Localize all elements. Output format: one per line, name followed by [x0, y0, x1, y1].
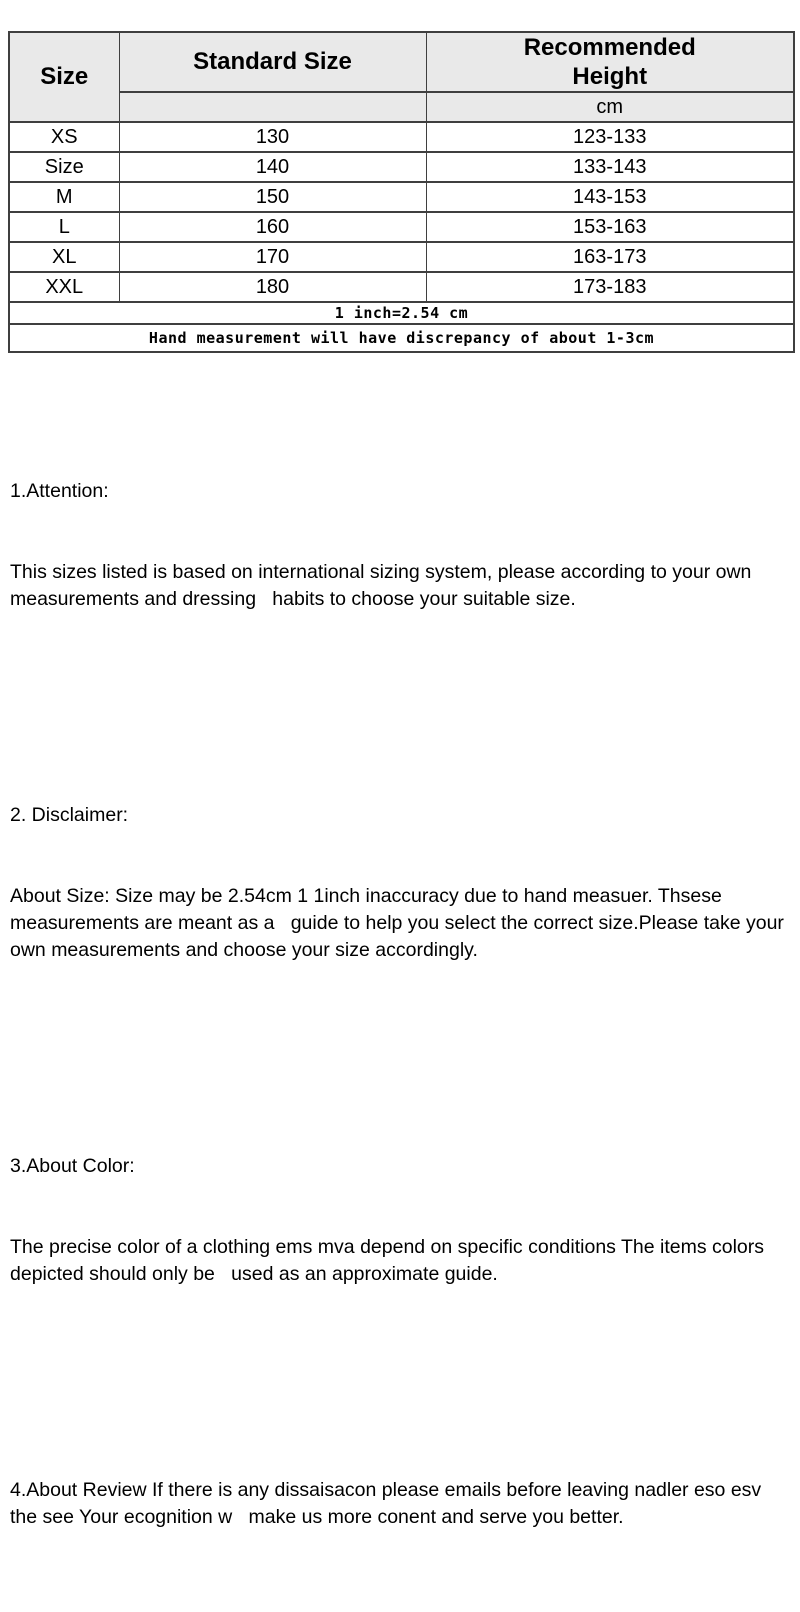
table-row-xxl — [9, 272, 794, 302]
standard-size-unit-cell — [119, 92, 426, 122]
height-cell: 163-173 — [426, 242, 794, 272]
table-row-s — [9, 152, 794, 182]
height-cell: 133-143 — [426, 152, 794, 182]
height-cell: 173-183 — [426, 272, 794, 302]
note-about-color-heading: 3.About Color: — [10, 1155, 135, 1177]
standard-size-cell: 160 — [119, 212, 426, 242]
note-disclaimer — [10, 748, 790, 1018]
note-about-review — [10, 1423, 790, 1585]
header-row-units — [9, 92, 794, 122]
standard-size-column-header: Standard Size — [119, 32, 426, 92]
recommended-height-column-header — [426, 32, 794, 92]
table-row-xs — [9, 122, 794, 152]
size-chart-table — [8, 31, 795, 353]
size-cell: XL — [9, 242, 119, 272]
recommended-height-label: Recommended Height — [523, 34, 696, 90]
hand-measurement-row — [9, 324, 794, 352]
header-row-main — [9, 32, 794, 92]
size-chart-header — [9, 32, 794, 122]
notes-section — [10, 370, 790, 1612]
height-cell: 123-133 — [426, 122, 794, 152]
note-attention-heading: 1.Attention: — [10, 480, 109, 502]
height-cell: 143-153 — [426, 182, 794, 212]
note-disclaimer-heading: 2. Disclaimer: — [10, 804, 129, 826]
standard-size-cell: 180 — [119, 272, 426, 302]
size-chart-body — [9, 122, 794, 352]
hand-measurement-note: Hand measurement will have discrepancy of about 1-3cm — [9, 324, 794, 352]
table-row-xl — [9, 242, 794, 272]
size-cell: Size — [9, 152, 119, 182]
standard-size-cell: 140 — [119, 152, 426, 182]
size-cell: L — [9, 212, 119, 242]
note-disclaimer-body: About Size: Size may be 2.54cm 1 1inch inaccuracy due to hand measuer. Thsese measurements are meant as a guide to help you select the correct size.Please take your own measurements and choose your size accordingly. — [10, 885, 790, 961]
standard-size-cell: 150 — [119, 182, 426, 212]
note-about-color — [10, 1099, 790, 1342]
inch-conversion-row — [9, 302, 794, 324]
inch-conversion-note: 1 inch=2.54 cm — [9, 302, 794, 324]
height-unit-cell: cm — [426, 92, 794, 122]
size-cell: XS — [9, 122, 119, 152]
size-cell: XXL — [9, 272, 119, 302]
size-column-header: Size — [9, 32, 119, 122]
note-attention-body: This sizes listed is based on international sizing system, please according to your own measurements and dressing habits to choose your suitable size. — [10, 561, 757, 610]
note-attention — [10, 424, 790, 667]
standard-size-cell: 170 — [119, 242, 426, 272]
size-cell: M — [9, 182, 119, 212]
standard-size-cell: 130 — [119, 122, 426, 152]
note-about-review-body: 4.About Review If there is any dissaisacon please emails before leaving nadler eso esv the see Your ecognition w make us more conent and serve you better. — [10, 1479, 767, 1528]
height-cell: 153-163 — [426, 212, 794, 242]
note-about-color-body: The precise color of a clothing ems mva depend on specific conditions The items colors depicted should only be used as an approximate guide. — [10, 1236, 770, 1285]
table-row-m — [9, 182, 794, 212]
table-row-l — [9, 212, 794, 242]
